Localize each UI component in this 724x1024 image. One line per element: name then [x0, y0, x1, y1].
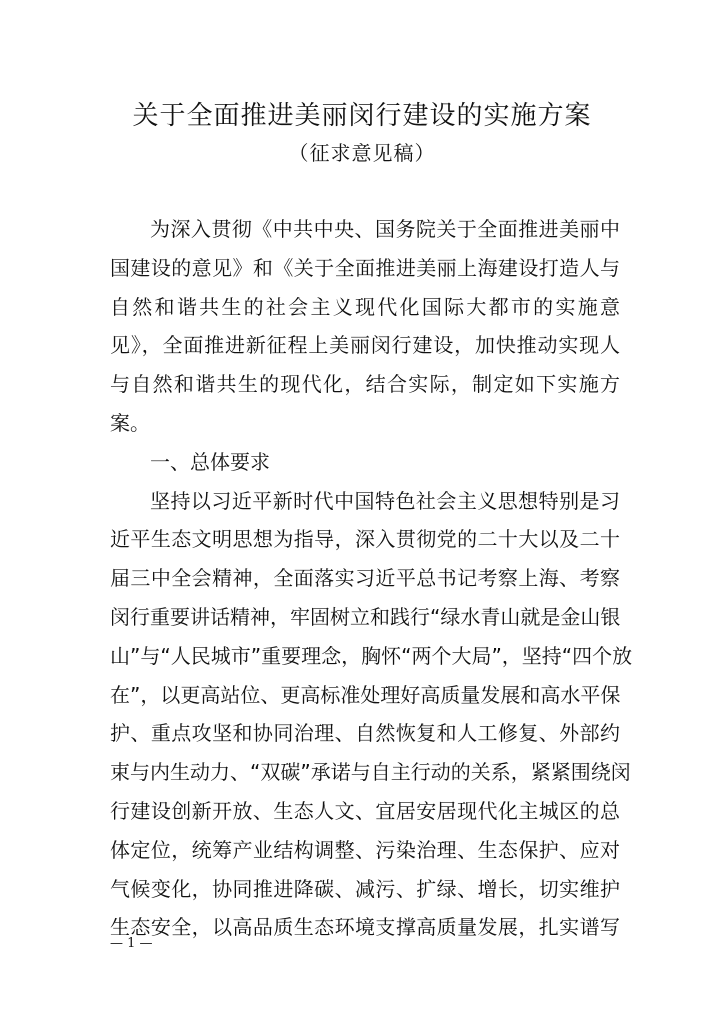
- body-line: 体定位，统筹产业结构调整、污染治理、生态保护、应对: [110, 837, 620, 862]
- body-line: 气候变化，协同推进降碳、减污、扩绿、增长，切实维护: [110, 876, 620, 901]
- document-body: [110, 210, 633, 947]
- section-heading: 一、总体要求: [150, 449, 270, 474]
- body-line: 国建设的意见》和《关于全面推进美丽上海建设打造人与: [110, 255, 620, 280]
- body-line: 行建设创新开放、生态人文、宜居安居现代化主城区的总: [110, 798, 620, 823]
- body-line: 案。: [110, 410, 150, 435]
- body-line: 自然和谐共生的社会主义现代化国际大都市的实施意: [110, 294, 620, 319]
- body-line: 坚持以习近平新时代中国特色社会主义思想特别是习: [150, 488, 620, 513]
- body-line: 生态安全，以高品质生态环境支撑高质量发展，扎实谱写: [110, 915, 620, 940]
- document-title: 关于全面推进美丽闵行建设的实施方案: [132, 101, 592, 131]
- body-line: 闵行重要讲话精神，牢固树立和践行“绿水青山就是金山银: [110, 604, 621, 629]
- body-line: 届三中全会精神，全面落实习近平总书记考察上海、考察: [110, 566, 620, 591]
- body-line: 在”，以更高站位、更高标准处理好高质量发展和高水平保: [110, 682, 621, 707]
- body-line: 束与内生动力、“双碳”承诺与自主行动的关系，紧紧围绕闵: [110, 760, 631, 785]
- body-line: 为深入贯彻《中共中央、国务院关于全面推进美丽中: [150, 217, 620, 241]
- body-line: 护、重点攻坚和协同治理、自然恢复和人工修复、外部约: [110, 721, 620, 746]
- body-line: 山”与“人民城市”重要理念，胸怀“两个大局”，坚持“四个放: [110, 643, 633, 668]
- body-line: 见》，全面推进新征程上美丽闵行建设，加快推动实现人: [110, 333, 620, 358]
- body-line: 近平生态文明思想为指导，深入贯彻党的二十大以及二十: [110, 527, 620, 552]
- document-subtitle: （征求意见稿）: [288, 141, 436, 165]
- page-number: — 1 —: [110, 936, 153, 951]
- body-line: 与自然和谐共生的现代化，结合实际，制定如下实施方: [110, 372, 620, 397]
